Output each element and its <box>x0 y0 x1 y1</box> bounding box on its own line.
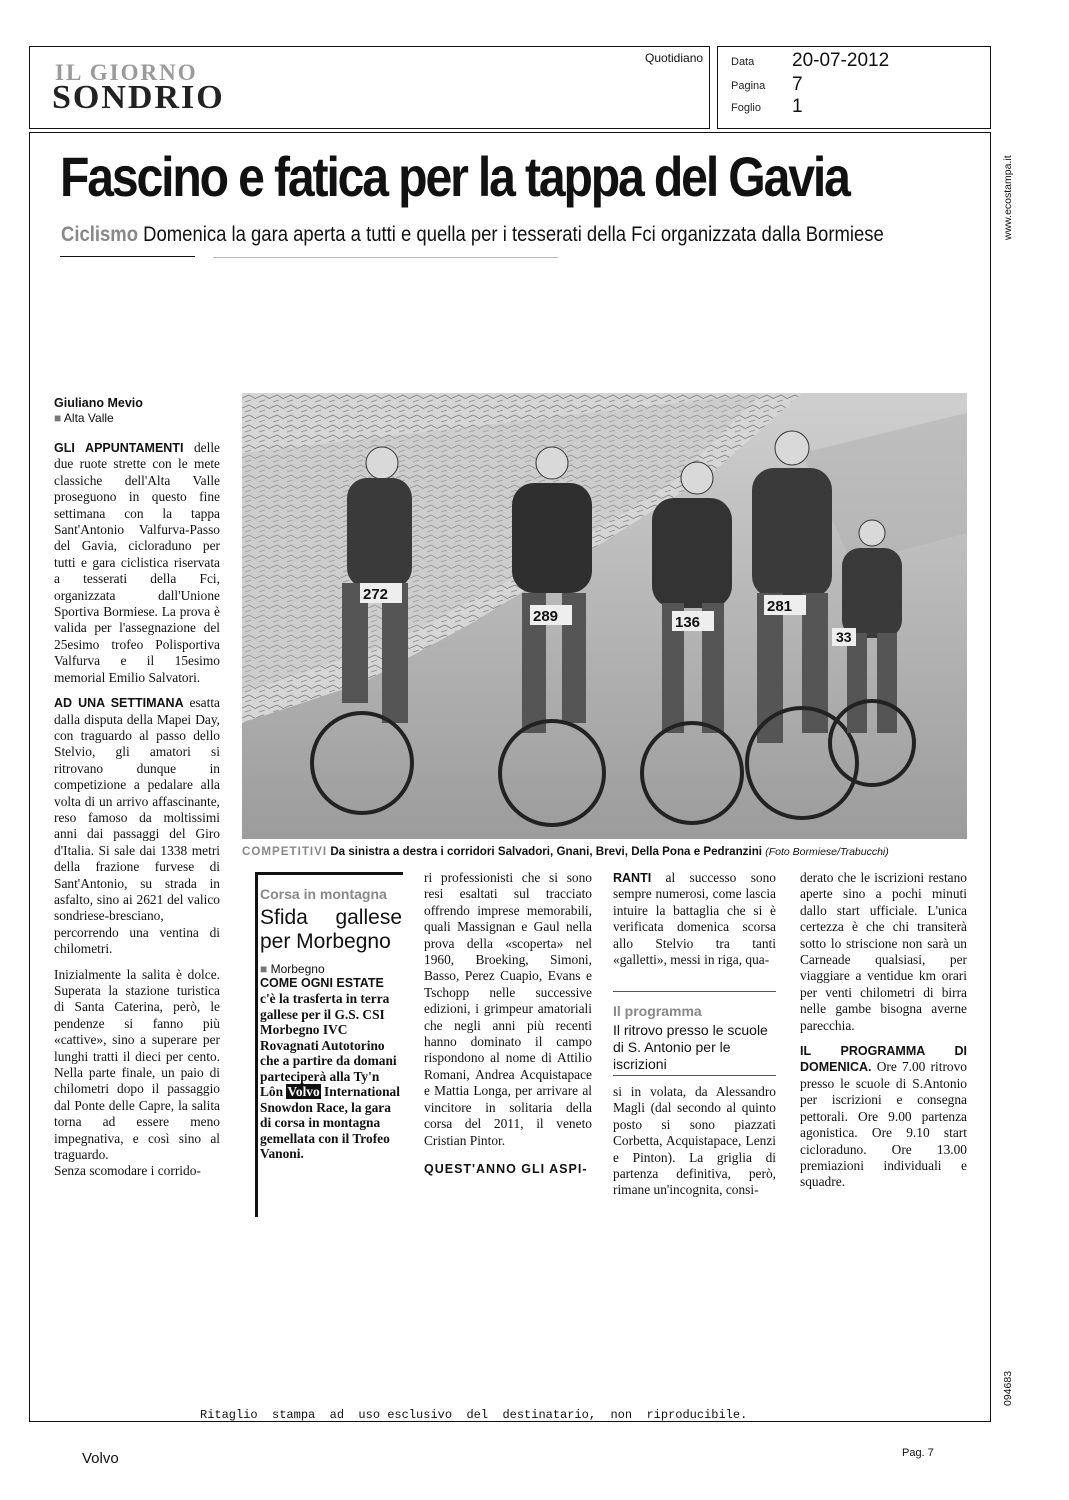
clipping-code: 094683 <box>1002 1370 1014 1406</box>
program-box <box>613 1003 776 1073</box>
subtitle-kicker: Ciclismo <box>61 223 139 246</box>
sidebar-location: ■ Morbegno <box>260 962 325 977</box>
article-column-3-bottom <box>613 1084 776 1208</box>
article-column-4 <box>800 870 967 1200</box>
sidebar-lead: COME OGNI ESTATE <box>260 976 384 991</box>
subtitle-rule <box>60 256 195 257</box>
paragraph-4: Senza scomodare i corrido- <box>54 1163 201 1179</box>
photo-caption <box>242 845 889 858</box>
article-column-1 <box>54 396 220 1189</box>
program-title: Il ritrovo presso le scuole di S. Antonio per le iscrizioni <box>613 1022 768 1072</box>
volvo-highlight: Volvo <box>287 1084 320 1100</box>
cyclists-photo <box>242 393 967 839</box>
subtitle-rule-faint <box>213 257 558 258</box>
program-box-top-rule <box>613 991 776 992</box>
col4-program: IL PROGRAMMA DI DOMENICA. Ore 7.00 ritrovo presso le scuole di S.Antonio per iscrizioni e consegna pettorali. Ore 9.00 partenza agonistica. Ore 9.10 start cicloraduno. Ore 13.00 premiazioni individuali e squadre. <box>800 1044 967 1190</box>
subtitle-text: Domenica la gara aperta a tutti e quella per i tesserati della Fci organizzata dalla Bormiese <box>143 223 884 246</box>
col3-bottom: si in volata, da Alessandro Magli (dal secondo al quinto posto si sono piazzati Corbetta, Acquistapace, Lenzi e Pinton). La griglia di partenza definitiva, però, rimane un'incognita, consi- <box>613 1084 776 1198</box>
footer-notice: Ritaglio stampa ad uso esclusivo del destinatario, non riproducibile. <box>200 1408 748 1422</box>
date-value: 20-07-2012 <box>792 50 890 71</box>
caption-kicker: COMPETITIVI <box>242 845 328 858</box>
sheet-label: Foglio <box>731 102 761 114</box>
sidebar-body: c'è la trasferta in terra gallese per il G.S. CSI Morbegno IVC Rovagnati Autotorino che a partire da domani parteciperà alla Ty'n Lôn Volvo International Snowdon Race, la gara di corsa in montagna gemellata con il Trofeo Vanoni. <box>260 991 400 1162</box>
article-column-2 <box>424 870 592 1177</box>
cyclists-photo-graphic <box>242 393 967 839</box>
bib-289: 289 <box>533 608 559 625</box>
publication-type: Quotidiano <box>645 51 704 65</box>
program-box-bottom-rule <box>613 1075 776 1076</box>
sidebar-left-rule <box>255 872 258 1217</box>
footer-brand: Volvo <box>82 1450 119 1467</box>
article-title: Fascino e fatica per la tappa del Gavia <box>60 145 849 208</box>
program-kicker: Il programma <box>613 1003 702 1019</box>
logo-bottom: SONDRIO <box>52 79 225 116</box>
sidebar <box>260 886 402 1162</box>
source-url: www.ecostampa.it <box>1002 155 1014 240</box>
col3-top: RANTI al successo sono sempre numerosi, come lascia intuire la battaglia che si è verificata domenica scorsa allo Stelvio tra tanti «galletti», messi in riga, qua- <box>613 870 776 968</box>
sidebar-title: Sfida gallese per Morbegno <box>260 906 402 954</box>
logo-top: IL GIORNO <box>55 60 198 85</box>
paragraph-3: Inizialmente la salita è dolce. Superata la stazione turistica di Santa Caterina, però, le pendenze si fanno più «cattive», sino a superare per lunghi tratti il dieci per cento. Nella parte finale, un paio di chilometri dopo il passaggio dal Ponte delle Capre, la salita torna ad essere meno impegnativa, e così sino al traguardo. <box>54 966 220 1163</box>
author-location: ■ Alta Valle <box>54 411 114 425</box>
paragraph-1: GLI APPUNTAMENTI delle due ruote strette con le mete classiche dell'Alta Valle proseguono in questo fine settimana con la tappa Sant'Antonio Valfurva-Passo del Gavia, cicloraduno per tutti e gara ciclistica riservata a tesserati della Fci, organizzata dall'Unione Sportiva Bormiese. La prova è valida per l'assegnazione del 25esimo trofeo Polisportiva Valfurva e il 15esimo memorial Emilio Salvatori. <box>54 440 220 685</box>
author-name: Giuliano Mevio <box>54 396 143 410</box>
footer-page: Pag. 7 <box>902 1447 934 1459</box>
sheet-value: 1 <box>792 96 803 117</box>
bib-281: 281 <box>767 598 793 615</box>
bib-33: 33 <box>836 629 852 645</box>
sidebar-top-rule <box>255 872 403 875</box>
paragraph-2: AD UNA SETTIMANA esatta dalla disputa della Mapei Day, con traguardo al passo dello Stelvio, gli amatori si ritrovano dunque in competizione a pedalare alla volta di un arrivo affascinante, reso famoso da moltissimi anni dai passaggi del Giro d'Italia. Si sale dai 1338 metri della frazione furvese di Sant'Antonio, su strada in asfalto, sino ai 2621 del valico sondriese-bresciano, percorrendo una ventina di chilometri. <box>54 695 220 957</box>
page-label: Pagina <box>731 80 766 92</box>
col2-lead-end: QUEST'ANNO GLI ASPI- <box>424 1161 588 1176</box>
col4-body: derato che le iscrizioni restano aperte sino a pochi minuti dallo start ufficiale. L'unica certezza è che chi transiterà sotto lo striscione non sarà un Carneade qualsiasi, per viaggiare a ventidue km orari per venti chilometri di birra nelle gambe bisogna averne parecchia. <box>800 870 967 1033</box>
page-value: 7 <box>792 74 803 95</box>
date-label: Data <box>731 56 755 68</box>
article-column-3 <box>613 870 776 968</box>
caption-credit: (Foto Bormiese/Trabucchi) <box>765 846 889 858</box>
caption-text: Da sinistra a destra i corridori Salvadori, Gnani, Brevi, Della Pona e Pedranzini <box>330 845 763 858</box>
bib-272: 272 <box>363 586 389 603</box>
article-subtitle <box>61 223 884 247</box>
col2-body: ri professionisti che si sono resi esaltati sul tracciato offrendo imprese memorabili, quali Massignan e Gaul nella prova della «scoperta» nel 1960, Broeking, Simoni, Basso, Perez Cuapio, Evans e Tschopp nelle successive edizioni, i grimpeur amatoriali che negli anni più recenti hanno dominato il campo rispondono al nome di Attilio Romani, Andrea Acquistapace e Mattia Longa, per arrivare al vincitore in solitaria della corsa del 2011, il veneto Cristian Pintor. <box>424 870 592 1148</box>
bib-136: 136 <box>675 614 701 631</box>
sidebar-kicker: Corsa in montagna <box>260 886 387 902</box>
